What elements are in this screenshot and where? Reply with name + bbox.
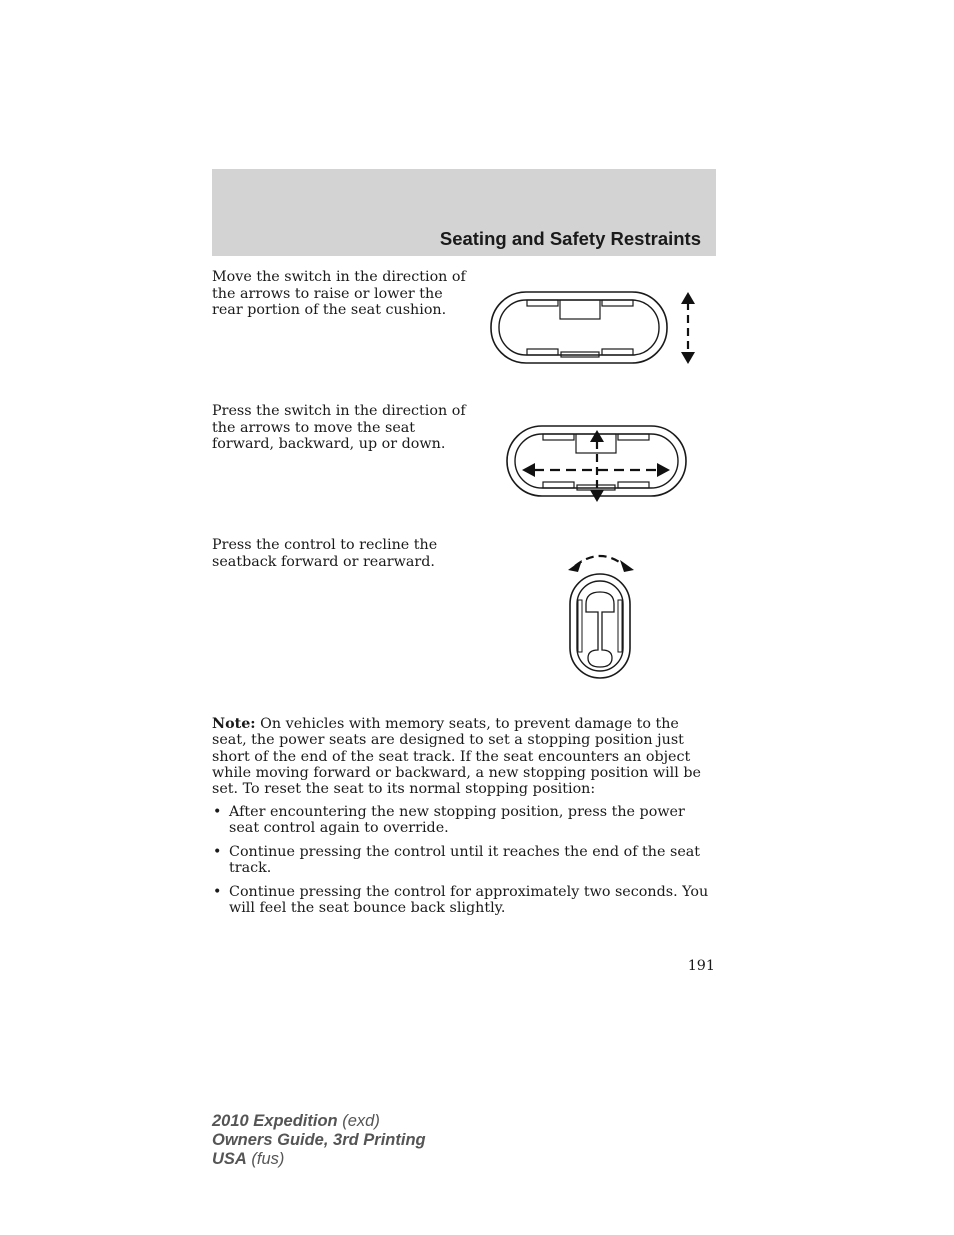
note-text: On vehicles with memory seats, to prevent damage to the seat, the power seats are designed to set a stopping position just short of the end of the seat track. If the seat encounters an object while moving forward or backward, a new stopping position will be set. To reset the seat to its normal stopping position: (212, 716, 701, 798)
bullet-icon: • (213, 844, 222, 861)
footer-market: USA (212, 1150, 247, 1168)
list-item: • After encountering the new stopping position, press the power seat control again to override. (213, 804, 685, 837)
page-number: 191 (687, 958, 715, 974)
bullet-icon: • (213, 884, 222, 901)
reset-steps-list (212, 804, 716, 924)
footer-edition: Owners Guide, 3rd Printing (212, 1131, 426, 1149)
note-label: Note: (212, 716, 256, 732)
rear-cushion-instruction: Move the switch in the direction of the arrows to raise or lower the rear portion of the seat cushion. (212, 269, 466, 318)
rear-cushion-switch-icon (488, 288, 700, 368)
section-title: Seating and Safety Restraints (439, 228, 701, 249)
recline-instruction: Press the control to recline the seatback forward or rearward. (212, 537, 438, 570)
document-footer: 2010 Expedition (exd) Owners Guide, 3rd Printing USA (fus) (212, 1112, 426, 1168)
seat-position-switch-icon (504, 423, 690, 505)
seat-position-instruction: Press the switch in the direction of the arrows to move the seat forward, backward, up or down. (212, 403, 466, 452)
list-item: • Continue pressing the control for approximately two seconds. You will feel the seat bounce back slightly. (213, 884, 709, 917)
bullet-icon: • (213, 804, 222, 820)
memory-seat-note (212, 716, 716, 797)
recline-control-icon (562, 548, 640, 682)
footer-model: 2010 Expedition (212, 1112, 338, 1130)
list-item: • Continue pressing the control until it reaches the end of the seat track. (213, 844, 701, 877)
section-header-band (212, 169, 716, 256)
